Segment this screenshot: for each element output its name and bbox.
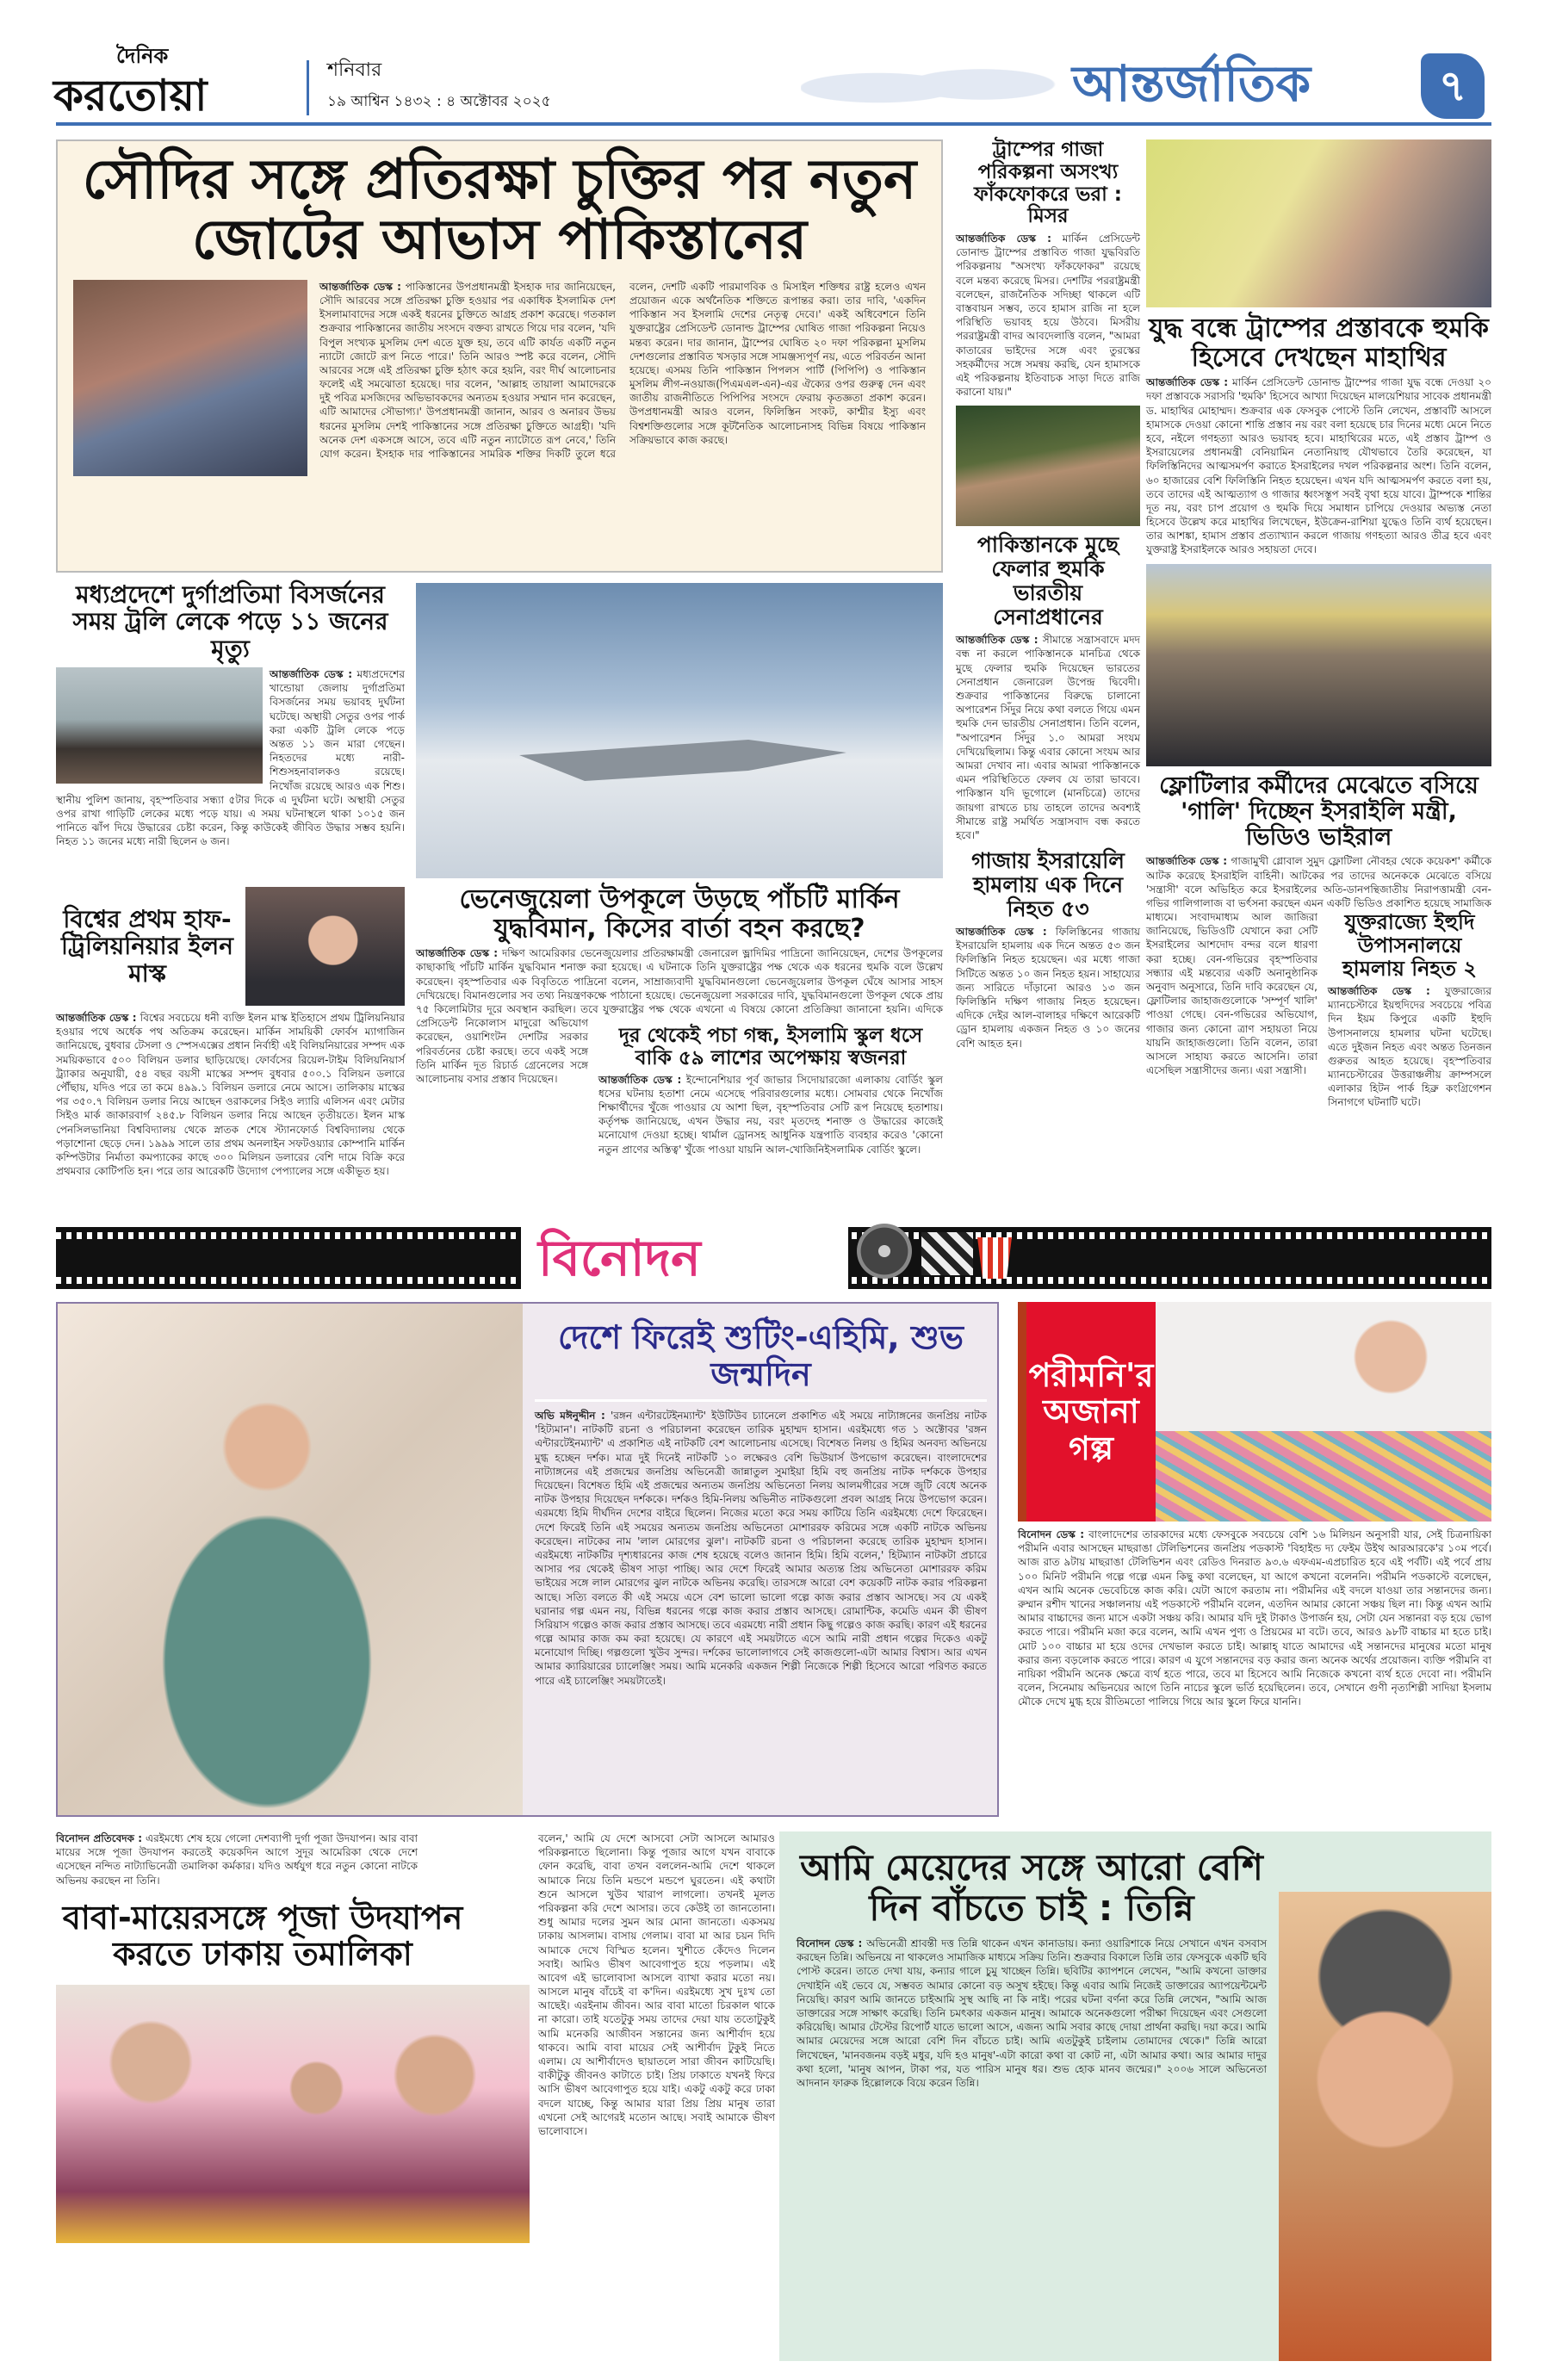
- gaza-plan-body: মার্কিন প্রেসিডেন্ট ডোনাল্ড ট্রাম্পের প্রস্তাবিত গাজা যুদ্ধবিরতি পরিকল্পনায় "অসংখ্য ফাঁকফোকর" রয়েছে বলে মন্তব্য করেছে মিসর। দেশটির পররাষ্ট্রমন্ত্রী বলেছেন, রাজনৈতিক সদিচ্ছা থাকলে এটি বাস্তবায়ন সম্ভব, তবে হামাস রাজি না হলে পরিস্থিতি ভয়াবহ হয়ে উঠবে। মিসরীয় পররাষ্ট্রমন্ত্রী বাদর আবদেলাত্তি বলেন, "আমরা কাতারের ভাইদের সঙ্গে এবং তুরস্কের সহকর্মীদের সঙ্গে সমন্বয় করছি, যেন হামাসকে এই পরিকল্পনায় ইতিবাচক সাড়া দিতে রাজি করানো যায়।": [956, 232, 1140, 399]
- lead-dateline: আন্তর্জাতিক ডেস্ক :: [319, 280, 401, 293]
- lead-text: পাকিস্তানের উপপ্রধানমন্ত্রী ইসহাক দার জানিয়েছেন, সৌদি আরবের সঙ্গে প্রতিরক্ষা চুক্তি হওয়ার পর একাধিক ইসলামিক দেশ ইসলামাবাদের সঙ্গে একই ধরনের চুক্তিতে আগ্রহ প্রকাশ করেছে। গতকাল শুক্রবার পাকিস্তানের জাতীয় সংসদে বক্তব্য রাখতে গিয়ে দার বলেন, 'যদি বিপুল সংখ্যক মুসলিম দেশ এতে যুক্ত হয়, তবে এটি কার্যত একটি নতুন ন্যাটো জোটে রূপ নিতে পারে।' তিনি আরও স্পষ্ট করে বলেন, সৌদি আরবের সঙ্গে এই প্রতিরক্ষা চুক্তি হঠাৎ করে হয়নি, বরং দীর্ঘ আলোচনার ফলেই এই সমঝোতা হয়েছে। দার বলেন, 'আল্লাহ তায়ালা আমাদেরকে দুই পবিত্র মসজিদের অভিভাবকদের অন্যতম হওয়ার সম্মান দান করেছেন, এটি আমাদের সৌভাগ্য।' উপপ্রধানমন্ত্রী জানান, আরব ও অনারব উভয় ধরনের মুসলিম দেশই পাকিস্তানের সঙ্গে প্রতিরক্ষা চুক্তিতে আগ্রহী। 'যদি অনেক দেশ একসঙ্গে আসে, তবে এটি নতুন ন্যাটোতে রূপ নেবে,' তিনি যোগ করেন। ইসহাক দার পাকিস্তানের সামরিক শক্তির দিকটি তুলে ধরে বলেন, দেশটি একটি পারমাণবিক ও মিসাইল শক্তিধর রাষ্ট্র হলেও এখন প্রয়োজন একে অর্থনৈতিক শক্তিতে রূপান্তর করা। তার দাবি, 'একদিন পাকিস্তান সব ইসলামি দেশের নেতৃত্ব দেবে।' একই অধিবেশনে তিনি যুক্তরাষ্ট্রের প্রেসিডেন্ট ডোনাল্ড ট্রাম্পের ঘোষিত গাজা পরিকল্পনা নিয়েও মন্তব্য করেন। দার জানান, ট্রাম্পের ঘোষিত ২০ দফা পরিকল্পনা মুসলিম দেশগুলোর প্রস্তাবিত খসড়ার সঙ্গে সামঞ্জস্যপূর্ণ নয়, এতে পরিবর্তন আনা হয়েছে। এসময় তিনি পাকিস্তান পিপলস পার্টি (পিপিপি) ও পাকিস্তান মুসলিম লীগ-নওয়াজ(পিএমএল-এন)-এর ঐক্যের ওপর গুরুত্ব দেন এবং জাতীয় রাজনীতিতে পিপিপির সংসদে ফেরায় কৃতজ্ঞতা প্রকাশ করেন। উপপ্রধানমন্ত্রী আরও বলেন, ফিলিস্তিন সংকট, কাশ্মীর ইস্যু এবং বিশ্বশক্তিগুলোর সঙ্গে কূটনৈতিক আলোচনাসহ বিভিন্ন বিষয়ে পাকিস্তান সক্রিয়ভাবে কাজ করছে।: [319, 280, 926, 461]
- photo-mahathir: [1146, 139, 1491, 307]
- gaza-attack-body: ফিলিস্তিনের গাজায় ইসরায়েলি হামলায় এক দিনে অন্তত ৫৩ জন ফিলিস্তিনি নিহত হয়েছেন। এর মধ্যে গাজা সিটিতে অন্তত ১০ জন নিহত হয়ন। সাহায্যের জন্য সারিতে দাঁড়ানো আরও ১৩ জন ফিলিস্তিনি দক্ষিণ গাজায় নিহত হয়েছেন। এদিকে দেইর আল-বালাহর দক্ষিণে আরেকটি ড্রোন হামলায় একজন নিহত ও ১০ জনের বেশি আহত হন।: [956, 926, 1140, 1050]
- world-map-watermark: [801, 53, 1059, 122]
- dateline: বিনোদন ডেস্ক :: [1018, 1528, 1085, 1540]
- photo-fighter-jets: [416, 583, 943, 878]
- porimoni-headline-1[interactable]: পরীমনি'র: [1028, 1355, 1154, 1394]
- gaza-attack-headline[interactable]: গাজায় ইসরায়েলি হামলায় এক দিনে নিহত ৫৩: [971, 848, 1125, 922]
- mahathir-headline[interactable]: যুদ্ধ বন্ধে ট্রাম্পের প্রস্তাবকে হুমকি হিসেবে দেখছেন মাহাথির: [1149, 313, 1489, 373]
- porimoni-body: [1018, 1528, 1491, 1708]
- tamalika-intro-text: এরইমধ্যে শেষ হয়ে গেলো দেশব্যাপী দুর্গা পূজা উদযাপন। আর বাবা মায়ের সঙ্গে পূজা উদযাপন করতেই কয়েকদিন আগে সুদূর আমেরিকা থেকে দেশে এসেছেন নন্দিত নাট্যাভিনেত্রী তমালিকা কর্মকার। যদিও অর্ধযুগ ধরে নতুন কোনো নাটকে অভিনয় করছেন না তিনি।: [56, 1832, 418, 1887]
- dateline: আন্তর্জাতিক ডেস্ক :: [1146, 376, 1229, 389]
- flotilla-headline[interactable]: ফ্লোটিলার কর্মীদের মেঝেতে বসিয়ে 'গালি' দিচ্ছেন ইসরাইলি মন্ত্রী, ভিডিও ভাইরাল: [1159, 772, 1479, 852]
- dateline: আন্তর্জাতিক ডেস্ক :: [416, 947, 499, 960]
- ahimi-headline[interactable]: দেশে ফিরেই শুটিং-এহিমি, শুভ জন্মদিন: [558, 1318, 964, 1393]
- story-flotilla[interactable]: [1146, 773, 1491, 1110]
- photo-indian-army-chief: [956, 406, 1140, 526]
- entertainment-banner: [56, 1227, 1491, 1289]
- masthead-rule: [56, 122, 1491, 126]
- masthead-divider: [307, 60, 309, 115]
- story-gaza-attack[interactable]: [956, 849, 1140, 1051]
- tamalika-headline[interactable]: বাবা-মায়েরসঙ্গে পূজা উদযাপন করতে ঢাকায় তমালিকা: [62, 1898, 463, 1974]
- synagogue-body: যুক্তরাজ্যের ম্যানচেস্টারে ইয়হুদিদের সবচেয়ে পবিত্র দিন ইয়ম কিপুরে একটি ইহুদি উপাসনালয়ে হামলার ঘটনা ঘটেছে। এতে দুইজন নিহত এবং অন্তত তিনজন গুরুতর আহত হয়েছে। বৃহস্পতিবার ম্যানচেস্টারের উত্তরাঞ্চলীয় ক্রাম্পসলে এলাকার হিটন পার্ক হিব্রু কংগ্রিগেশন সিনাগগে ঘটনাটি ঘটে।: [1328, 984, 1491, 1109]
- porimoni-headline-3[interactable]: গল্প: [1068, 1429, 1114, 1467]
- photo-tinni: [1279, 1892, 1491, 2361]
- tamalika-intro: [56, 1831, 418, 1887]
- lead-story[interactable]: [56, 139, 943, 573]
- lead-body: [319, 280, 926, 461]
- dateline: আন্তর্জাতিক ডেস্ক :: [956, 634, 1038, 647]
- school-body: ইন্দোনেশিয়ার পূর্ব জাভার সিদোয়ারজো এলাকায় বোর্ডিং স্কুল ধসের ঘটনায় হতাশা নেমে এসেছে পরিবারগুলোর মধ্যে। সোমবার থেকে নিখোঁজ শিক্ষার্থীদের খুঁজে পাওয়ার যে আশা ছিল, বৃহস্পতিবার সেটি রূপ নিয়েছে হতাশায়। কর্তৃপক্ষ জানিয়েছে, এখন উদ্ধার নয়, বরং মৃতদেহ শনাক্ত ও উদ্ধারের কাজেই মনোযোগ দেওয়া হচ্ছে। থার্মাল ড্রোনসহ আধুনিক যন্ত্রপাতি ব্যবহার করেও 'কোনো নতুন প্রাণের অস্তিত্ব' খুঁজে পাওয়া যায়নি আল-খোজিনিইসলামিক বোর্ডিং স্কুলে।: [598, 1073, 943, 1156]
- newspaper-logo: করতোয়া: [53, 71, 208, 121]
- story-ahimi[interactable]: [56, 1302, 999, 1817]
- issue-date: ১৯ আশ্বিন ১৪৩২ : ৪ অক্টোবর ২০২৫: [327, 93, 551, 110]
- dateline: বিনোদন প্রতিবেদক :: [56, 1832, 143, 1844]
- story-uk-synagogue[interactable]: [1328, 911, 1491, 1109]
- story-school-collapse[interactable]: [598, 1022, 943, 1156]
- musk-headline[interactable]: বিশ্বের প্রথম হাফ-ট্রিলিয়নিয়ার ইলন মাস্ক: [61, 904, 233, 988]
- dateline: আন্তর্জাতিক ডেস্ক :: [956, 232, 1051, 245]
- porimoni-title-box: [1018, 1302, 1156, 1522]
- photo-porimoni: [1156, 1302, 1491, 1522]
- right-column-b: [1146, 139, 1491, 1110]
- masthead: [0, 0, 1550, 129]
- tinni-text: অভিনেত্রী শ্রাবন্তী দত্ত তিন্নি থাকেন এখন কানাডায়। কন্যা ওয়ারিশাকে নিয়ে সেখানে এখন বসবাস করছেন তিন্নি। অভিনয়ে না থাকলেও সামাজিক মাধ্যমে সক্রিয় তিনি। শুক্রবার বিকালে তিন্নি তার ফেসবুকে একটি ছবি পোস্ট করেন। তাতে দেখা যায়, কন্যার গালে চুমু খাচ্ছেন তিন্নি। ছবিটির ক্যাপশনে লেখেন, "আমি কখনো ডাক্তার দেখাইনি এই ভেবে যে, সম্ভবত আমার কোনো বড় অসুখ হইছে। কিন্তু এবার আমি নিজেই ডাক্তারের অ্যাপয়েন্টমেন্ট নিয়েছি। কারণ আমি জানতে চাইআমি সুস্থ আছি না কি নাই। পরের ঘটনা বর্ণনা করে তিন্নি লেখেন, "আমি আজ ডাক্তারের সঙ্গে সাক্ষাৎ করেছি। তিনি চমৎকার একজন মানুষ। আমাকে অনেকগুলো পরীক্ষা দিয়েছেন এবং সেগুলো করিয়েছি। আমার টেস্টের রিপোর্ট যাতে ভালো আসে, এজন্য আমি সবার কাছে দোয়া প্রার্থনা করছি। দয়া করে। আমি আমার মেয়েদের সঙ্গে আরো বেশি দিন বাঁচতে চাই। আমি এতটুকুই চাইলাম তোমাদের থেকে।" তিন্নি আরো লিখেছেন, 'মানবজনম বড়ই মধুর, যদি হও মানুষ'-এটা কারো কথা বা কোট না, এটা আমার কথা। আর আমার দাদুর কথা হলো, 'মানুষ আপন, টাকা পর, যত পারিস মানুষ ধর। শুভ হোক মানব জন্মের।" ২০০৬ সালে অভিনেতা আদনান ফারুক হিল্লোলকে বিয়ে করেন তিন্নি।: [797, 1937, 1267, 2089]
- synagogue-headline[interactable]: যুক্তরাজ্যে ইহুদি উপাসনালয়ে হামলায় নিহত ২: [1342, 910, 1477, 982]
- porimoni-headline-2[interactable]: অজানা: [1043, 1392, 1139, 1431]
- photo-lake-rescue: [56, 667, 263, 784]
- right-column-a: [956, 139, 1140, 1051]
- mp-body: মধ্যপ্রদেশের খান্ডোয়া জেলায় দুর্গাপ্রতিমা বিসর্জনের সময় ভয়াবহ দুর্ঘটনা ঘটেছে। অস্থায়ী সেতুর ওপর পার্ক করা একটি ট্রলি লেকে পড়ে অন্তত ১১ জন মারা গেছেন। নিহতদের মধ্যে নারী-শিশুসহনাবালকও রয়েছে। নিখোঁজ রয়েছে আরও এক শিশু। স্থানীয় পুলিশ জানায়, বৃহস্পতিবার সন্ধ্যা ৫টার দিকে এ দুর্ঘটনা ঘটে। অস্থায়ী সেতুর ওপর রাখা গাড়িটি লেকের মধ্যে পড়ে যায়। এ সময় ঘটনাস্থলে থাকা ১০১৫ জন পানিতে ঝাঁপ দিয়ে উদ্ধারের চেষ্টা করেন, কিন্তু কাউকেই জীবিত উদ্ধার সম্ভব হয়নি। নিহত ১১ জনের মধ্যে নারী ছিলেন ৬ জন।: [56, 668, 405, 848]
- story-tinni[interactable]: [779, 1831, 1491, 2361]
- story-army-chief[interactable]: [956, 533, 1140, 842]
- gaza-plan-headline[interactable]: ট্রাম্পের গাজা পরিকল্পনা অসংখ্য ফাঁকফোকরে ভরা : মিসর: [974, 139, 1122, 228]
- story-madhya-pradesh[interactable]: [56, 581, 405, 849]
- dateline: আন্তর্জাতিক ডেস্ক :: [270, 668, 353, 681]
- photo-tamalika-family: [56, 1985, 530, 2243]
- tinni-body: [797, 1937, 1267, 2090]
- army-chief-headline[interactable]: পাকিস্তানকে মুছে ফেলার হুমকি ভারতীয় সেনাপ্রধানের: [976, 532, 1119, 630]
- story-porimoni[interactable]: [1009, 1302, 1491, 1708]
- dateline: বিনোদন ডেস্ক :: [797, 1937, 863, 1950]
- musk-body: বিশ্বের সবচেয়ে ধনী ব্যক্তি ইলন মাস্ক ইতিহাসে প্রথম ট্রিলিয়নিয়ার হওয়ার পথে অর্ধেক পথ অতিক্রম করেছেন। মার্কিন সাময়িকী ফোর্বস ম্যাগাজিন জানিয়েছে, বুধবার টেসলা ও স্পেসএক্সের প্রধান নির্বাহী এই বিলিয়নিয়ারের সম্পদ এক সময়িকভাবে ৫০০ বিলিয়ন ডলার ছাড়িয়েছে। ফোর্বসের রিয়েল-টাইম বিলিয়নিয়ার্স ট্র্যাকার অনুযায়ী, ৫৪ বছর বয়সী মাস্কের সম্পদ বুধবার ৫০০.১ বিলিয়ন ডলারে পৌঁছায়, যদিও পরে তা কমে ৪৯৯.১ বিলিয়ন ডলারে নেমে আসে। তালিকায় মাস্কের পর ৩৫০.৭ বিলিয়ন ডলার নিয়ে আছেন ওরাকলের সিইও ল্যারি এলিসন এবং মেটার সিইও মার্ক জাকারবার্গ ২৪৫.৮ বিলিয়ন ডলার নিয়ে আছেন তৃতীয়তে। ইলন মাস্ক পেনসিলভানিয়া বিশ্ববিদ্যালয় থেকে স্নাতক শেষে স্ট্যানফোর্ড বিশ্ববিদ্যালয় থেকে পড়াশোনা ছেড়ে দেন। ১৯৯৯ সালে তার প্রথম অনলাইন সফটওয়্যার কোম্পানি মার্কিন কম্পিউটার নির্মাতা কমপ্যাকের কাছে ৩০০ মিলিয়ন ডলারের বেশি দামে বিক্রি করে প্রথমবার কোটিপতি হন। পরে তার আরেকটি উদ্যোগ পেপ্যালের সঙ্গে একীভূত হয়।: [56, 1012, 405, 1178]
- page-number-badge: ৭: [1421, 53, 1485, 119]
- ahimi-body: [535, 1409, 987, 1688]
- dateline: আন্তর্জাতিক ডেস্ক :: [1328, 984, 1430, 997]
- story-mahathir[interactable]: [1146, 314, 1491, 557]
- dateline: আন্তর্জাতিক ডেস্ক :: [1146, 855, 1228, 868]
- dateline: আন্তর্জাতিক ডেস্ক :: [56, 1012, 137, 1024]
- story-musk[interactable]: [56, 887, 405, 1178]
- weekday: শনিবার: [327, 59, 382, 81]
- ahimi-text: 'রঙ্গন এন্টারটেইনম্যান্ট' ইউটিউব চ্যানেলে প্রকাশিত এই সময়ে নাট্যাঙ্গনের জনপ্রিয় নাটক 'হিট্যমান'। নাটকটি রচনা ও পরিচালনা করেছেন তারিক মুহাম্মদ হাসান। এরইমধ্যে গত ১ অক্টোবর 'রঙ্গন এন্টারটেইনম্যান্ট' এ প্রকাশিত এই নাটকটি বেশ আলোচনায় এসেছে। বিশেষত নিলয় ও হিমির অনবদ্য অভিনয়ে মুগ্ধ হচ্ছেন দর্শক। মাত্র দুই দিনেই নাটকটি ১০ লক্ষেরও বেশি ভিউয়ার্স উপভোগ করেছেন। বাংলাদেশের নাট্যাঙ্গনের এই প্রজন্মের জনপ্রিয় অভিনেত্রী জান্নাতুল সুমাইয়া হিমি বহু জনপ্রিয় নাটক দর্শককে উপহার দিয়েছেন। বিশেষত হিমি এই প্রজন্মের অন্যতম জনপ্রিয় অভিনেতা নিলয় আলমগীরের সঙ্গে জুটি বেধে অনেক নাটক উপহার দিয়েছেন দর্শককে। দর্শকও হিমি-নিলয় অভিনীত নাটকগুলো প্রবল আগ্রহ নিয়ে উপভোগ করেন। এরমধ্যে হিমি দীর্ঘদিন দেশের বাইরে ছিলেন। নিজের মতো করে সময় কাটিয়ে তিনি এরইমধ্যে দেশে ফিরেছেন। দেশে ফিরেই তিনি এই সময়ের অন্যতম জনপ্রিয় অভিনেতা মোশাররফ করিমের সঙ্গে একটি নাটকে অভিনয় করেছেন। নাটকের নাম 'লাল মোরগের ঝুল'। নাটকটি রচনা ও পরিচালনা করেছে তারিক মুহাম্মদ হাসান। এরইমধ্যে নাটকটির দৃশ্যধারনের কাজ শেষ হয়েছে বলেও জানান হিমি। হিমি বলেন,' হিটম্যান নাটকটা প্রচারে আসার পর থেকেই ভীষণ সাড়া পাচ্ছি। আর দেশে ফিরেই আমার অত্যন্ত প্রিয় অভিনেতা মোশাররফ করিম ভাইয়ের সঙ্গে লাল মোরগের ঝুল নাটকে অভিনয় করেছি। তারসঙ্গে আরো বেশ কয়েকটি নাটক করার পরিকল্পনা আছে। সত্যি বলতে কী এই সময়ে এসে বেশ ভালো ভালো গল্পে কাজ করার প্রস্তাব আসছে। সব যে একই ঘরানার গল্প এমন নয়, বিভিন্ন ধরনের গল্পে কাজ করার প্রস্তাব আসছে। রোমান্টিক, কমেডি এমন কী ভীষণ সিরিয়াস গল্পেও কাজ করার প্রস্তাব আসছে। তবে এরমধ্যে নারী প্রধান কিছু গল্পেও কাজ করছি। কারণ এই ধরনের গল্পে আমার কাজ কম করা হয়েছে। যে কারণে এই সময়টাতে এসে আমি নারী প্রধান গল্পের দিকেও একটু মনোযোগ দিচ্ছি। গল্পগুলো খুউব সুন্দর। দর্শকের ভালোলাগবে সেই কাজগুলো-এটা আমার বিশ্বাস। আর এখন আমার ক্যারিয়ারের চ্যালেঞ্জিং সময়। আমি মনেকরি একজন শিল্পী নিজেকে শিল্পী হিসেবে আরো পরিণত করতে পারে এই চ্যালেঞ্জিং সময়টাতেই।: [535, 1410, 987, 1687]
- school-headline[interactable]: দূর থেকেই পচা গন্ধ, ইসলামি স্কুল ধসে বাকি ৫৯ লাশের অপেক্ষায় স্বজনরা: [618, 1025, 923, 1069]
- logo-prefix: দৈনিক: [116, 44, 169, 68]
- tinni-headline[interactable]: আমি মেয়েদের সঙ্গে আরো বেশি দিন বাঁচতে চাই : তিন্নি: [800, 1846, 1263, 1930]
- story-venezuela[interactable]: [416, 885, 943, 1156]
- film-reel-icon: [857, 1224, 912, 1279]
- lead-headline[interactable]: সৌদির সঙ্গে প্রতিরক্ষা চুক্তির পর নতুন জোটের আভাস পাকিস্তানের: [82, 148, 917, 273]
- venezuela-headline[interactable]: ভেনেজুয়েলা উপকূলে উড়ছে পাঁচটি মার্কিন যুদ্ধবিমান, কিসের বার্তা বহন করছে?: [459, 884, 900, 944]
- dateline: অভি মঈনুদ্দীন :: [535, 1410, 605, 1422]
- jet-shape: [519, 729, 846, 781]
- dateline: আন্তর্জাতিক ডেস্ক :: [956, 926, 1047, 939]
- section-title: আন্তর্জাতিক: [1072, 54, 1311, 113]
- mahathir-body: মার্কিন প্রেসিডেন্ট ডোনাল্ড ট্রাম্পের গাজা যুদ্ধ বন্ধে দেওয়া ২০ দফা প্রস্তাবকে সরাসরি 'হুমকি' হিসেবে আখ্যা দিয়েছেন মালয়েশিয়ার সাবেক প্রধানমন্ত্রী ড. মাহাথির মোহাম্মদ। শুক্রবার এক ফেসবুক পোস্টে তিনি লেখেন, প্রস্তাবটি আসলে হামাসকে দেওয়া কোনো শান্তি প্রস্তাব নয় বরং বলা হয়েছে চার দিনের মধ্যে মেনে নিতে হবে, নইলে গণহত্যা আরও ভয়াবহ হবে। মাহাথিরের মতে, এই প্রস্তাব ট্রাম্প ও ইসরায়েলের প্রধানমন্ত্রী বেনিয়ামিন নেতানিয়াহু যৌথভাবে তৈরি করেছেন, যা ফিলিস্তিনিদের আত্মসমর্পণ করাতে ইসরাইলের দখল পরিকল্পনার অংশ। তিনি বলেন, ৬০ হাজারের বেশি ফিলিস্তিনি নিহত হয়েছেন। এখন যদি আত্মসমর্পণ করতে বলা হয়, তবে তাদের এই আত্মত্যাগ ও গাজার ধ্বংসস্তূপ সবই বৃথা হয়ে যাবে। ট্রাম্পকে শান্তির দূত নয়, বরং চাপ প্রয়োগ ও হুমকি দিয়ে সমাধান চাপিয়ে দেওয়ার অভ্যস্ত নেতা হিসেবে উল্লেখ করে মাহাথির লিখেছেন, ইউক্রেন-রাশিয়া যুদ্ধেও তিনি ব্যর্থ হয়েছেন। তার আশঙ্কা, হামাস প্রস্তাব প্রত্যাখ্যান করলে গাজায় গণহত্যা আরও তীব্র হবে এবং যুক্তরাষ্ট্র ইসরাইলকে আরও সহায়তা দেবে।: [1146, 376, 1491, 556]
- ahimi-rule: [535, 1399, 987, 1402]
- mp-headline[interactable]: মধ্যপ্রদেশে দুর্গাপ্রতিমা বিসর্জনের সময় ট্রলি লেকে পড়ে ১১ জনের মৃত্যু: [72, 580, 388, 663]
- photo-himi: [58, 1304, 523, 1815]
- lead-photo-ishaq-dar: [73, 280, 307, 476]
- clapperboard-icon: [921, 1232, 973, 1275]
- venezuela-text: দক্ষিণ আমেরিকার ভেনেজুয়েলার প্রতিরক্ষামন্ত্রী জেনারেল ভ্লাদিমির পাদ্রিনো জানিয়েছেন, দেশের উপকূলের কাছাকাছি পাঁচটি মার্কিন যুদ্ধবিমান শনাক্ত করা হয়েছে। এ ঘটনাকে তিনি যুক্তরাষ্ট্রের পক্ষ থেকে এক ধরনের হুমকি বলে উল্লেখ করেছেন। বৃহস্পতিবার এক বিবৃতিতে পাদ্রিনো বলেন, সাম্রাজ্যবাদী যুদ্ধবিমানগুলো ভেনেজুয়েলার উপকূল ঘেঁষে আসার সাহস দেখিয়েছে। বিমানগুলোর সব তথ্য নিয়ন্ত্রণকক্ষে পাঠানো হয়েছে। ভেনেজুয়েলা সরকারের দাবি, যুদ্ধবিমানগুলো উপকূল থেকে প্রায় ৭৫ কিলোমিটার দূরে অবস্থান করছিল। তবে যুক্তরাষ্ট্রের পক্ষ থেকে এখনো এ বিষয়ে কোনো প্রতিক্রিয়া জানানো হয়নি। এদিকে প্রেসিডেন্ট নিকোলাস মাদুরো অভিযোগ করেছেন, ওয়াশিংটন দেশটির সরকার পরিবর্তনের চেষ্টা করছে। তবে একই সঙ্গে তিনি মার্কিন দূত রিচার্ড গ্রেনেলের সঙ্গে আলোচনায় বসার প্রস্তাব দিয়েছেন।: [416, 947, 943, 1085]
- story-gaza-plan[interactable]: [956, 139, 1140, 399]
- photo-elon-musk: [245, 887, 405, 1006]
- dateline: আন্তর্জাতিক ডেস্ক :: [598, 1073, 682, 1086]
- venezuela-body: [416, 946, 943, 1156]
- army-chief-body: সীমান্তে সন্ত্রাসবাদে মদদ বন্ধ না করলে পাকিস্তানকে মানচিত্র থেকে মুছে ফেলার হুমকি দিয়েছেন ভারতের সেনাপ্রধান জেনারেল উপেন্দ্র দ্বিবেদী। শুক্রবার পাকিস্তানের বিরুদ্ধে চালানো অপারেশন সিঁদুর নিয়ে কথা বলতে গিয়ে এমন হুমকি দেন ভারতীয় সেনাপ্রধান। তিনি বলেন, "অপারেশন সিঁদুর ১.০ আমরা সংযম দেখিয়েছিলাম। কিন্তু এবার কোনো সংযম আর আমরা দেখাব না। এবার আমরা পাকিস্তানকে এমন পরিস্থিতিতে ফেলব যে তারা ভাববে। পাকিস্তান যদি ভূগোলে (মানচিত্রে) তাদের জায়গা রাখতে চায় তাহলে তাদের অবশ্যই সীমান্তে রাষ্ট্র সমর্থিত সন্ত্রাসবাদ বন্ধ করতে হবে।": [956, 634, 1140, 841]
- flotilla-body: গাজামুখী গ্লোবাল সুমুদ ফ্লোটিলা নৌবহর থেকে কয়েকশ' কর্মীকে আটক করেছে ইসরাইলি বাহিনী। আটকের পর তাদের অনেককে মেঝেতে বসিয়ে 'সন্ত্রাসী' বলে অভিহিত করে ইসরাইলের অতি-ডানপন্থিজাতীয় নিরাপত্তামন্ত্রী বেন-গভির গালিগালাজ বা ভর্ৎসনা করছেন এমন একটি ভিডিও প্রকাশিত হয়েছে সামাজিক মাধ্যমে। সংবাদমাধ্যম আল জাজিরা জানিয়েছে, ভিডিওটি যেখানে করা সেটি ইসরাইলের আশদোদ বন্দর বলে ধারণা করা হচ্ছে। বেন-গভিরের বৃহস্পতিবার সন্ধ্যার এই মন্তব্যের একটি অনানুষ্ঠানিক অনুবাদ অনুসারে, তিনি দাবি করেছেন যে, ফ্লোটিলার জাহাজগুলোকে 'সম্পূর্ণ খালি' পাওয়া গেছে। বেন-গভিরের অভিযোগ, গাজার জন্য কোনো ত্রাণ সহায়তা নিয়ে যায়নি জাহাজগুলো। তিনি বলেন, তারা আসলে সাহায্য করতে আসেনি। তারা এসেছিল সন্ত্রাসীদের জন্য। এরা সন্ত্রাসী।: [1146, 855, 1491, 1077]
- photo-flotilla-minister: [1146, 564, 1491, 766]
- entertainment-banner-title: বিনোদন: [538, 1229, 701, 1287]
- tamalika-body: বলেন,' আমি যে দেশে আসবো সেটা আসলে আমারও পরিকল্পনাতে ছিলোনা। কিন্তু পূজার আগে যখন বাবাকে ফোন করেছি, বাবা তখন বললেন-আমি দেশে থাকলে আমাকে নিয়ে তিনি মন্ডপে মন্ডপে ঘুরতেন। এই কথাটা শুনে আসলে খুউব খারাপ লাগলো। তখনই মূলত পরিকল্পনা করি দেশে আসার। তবে কেউই তা জানতোনা। শুধু আমার দলের সুমন আর মোনা জানতো। একসময় ঢাকায় আসলাম। বাসায় গেলাম। বাবা মা আর চয়ন দিদি আমাকে দেখে বিস্মিত হলেন। খুশীতে কেঁদেও দিলেন সবাই। আমিও ভীষণ আবেগাপুত হয়ে পড়লাম। এই আবেগ এই ভালোবাসা আসলে ব্যাখা করার মতো নয়। আসলে মানুষ বাঁচেই বা ক'দিন। এরইমধ্যে সুখ দুঃখ তো আছেই। এরইনাম জীবন। আর বাবা মাতো চিরকাল থাকে না কারো। তাই যতেটুকু সময় তাদের দেয়া যায় ততোটুকুই আমি মনেকরি আজীবন সন্তানের জন্য আশীর্বাদ হয়ে থাকবে। আমি বাবা মায়ের সেই আশীর্বাদ টুকুই নিতে এলাম। যে আশীর্বাদেও ছায়াতলে সারা জীবন কাটিয়েছি। বাকীটুকু জীবনও কাটাতে চাই। প্রিয় ঢাকাতে যখনই ফিরে আসি ভীষণ আবেগাপুত হয়ে যাই। একটু একটু করে ঢাকা বদলে যাচ্ছে, কিন্তু আমার যারা প্রিয় প্রিয় মানুষ তারা এখনো সেই আগেরই মতোন আছে। সবাই আমাকে ভীষণ ভালোবাসে।: [538, 1832, 775, 2137]
- porimoni-text: বাংলাদেশের তারকাদের মধ্যে ফেসবুকে সবচেয়ে বেশি ১৬ মিলিয়ন অনুসারী যার, সেই চিত্রনায়িকা পরীমনি এবার আসছেন মাছরাঙা টেলিভিশনের জনপ্রিয় পডকাস্ট 'বিহাইন্ড দ্য ফেইম উইথ আরআরকে'র ১০ম পর্বে। আজ রাত ৯টায় মাছরাঙা টেলিভিশন এবং রেডিও দিনরাত ৯৩.৬ এফএম-এপ্রচারিত হবে এই পর্বটি। এই পর্বে প্রায় ১০০ মিনিট পরীমনি গল্পে গল্পে এমন কিছু কথা বলেছেন, যা আগে কখনো বলেননি। পরীমনি পডকাস্টে বলেছেন, এখন আমি অনেক ভেবেচিন্তে কাজ করি। যেটা আগে করতাম না। পরীমনির এই বদলে যাওয়া তার সন্তানদের জন্য। রুম্মান রশীদ খানের সঞ্চালনায় এই পডকাস্টে পরীমনি বলেন, এতদিন আমার কোনো সঞ্চয় ছিল না। কিন্তু এখন আমি আমার বাচ্চাদের জন্য মাসে একটা সঞ্চয় করি। আমার যদি দুই টাকাও উপার্জন হয়, সেটা যেন সন্তানরা বড় হয়ে ভোগ করতে পারে। পরীমনি মজা করে বলেন, আমি এখন পুণ্য ও প্রিয়মের মা বটে। তবে, আরও ৯৮টি বাচ্চার মা হতে চাই। মোট ১০০ বাচ্চার মা হয়ে ওদের দেখভাল করতে চাই। আল্লাহ্ যাতে আমাদের এই সন্তানদের মানুষের মতো মানুষ করার জন্য বড়লোক করতে পারে। কারণ এ যুগে সন্তানদের বড় করার জন্য অনেক অর্থের প্রয়োজন। ব্যক্তি পরীমনি বা নায়িকা পরীমনি অনেক ক্ষেত্রে ব্যর্থ হতে পারে, তবে মা হিসেবে আমি নিজেকে কখনো ব্যর্থ হতে দেবো না। পরীমনি বলেন, সিনেমায় অভিনয়ের আগে তিনি নাচের স্কুলে ভর্তি হয়েছিলেন। তবে, সেখানে গুণী নৃত্যশিল্পী সাদিয়া ইসলাম মৌকে দেখে মুগ্ধ হয়ে রীতিমতো পালিয়ে গিয়ে আর স্কুলে ফিরে যাননি।: [1018, 1528, 1491, 1708]
- story-tamalika[interactable]: [56, 1831, 775, 2243]
